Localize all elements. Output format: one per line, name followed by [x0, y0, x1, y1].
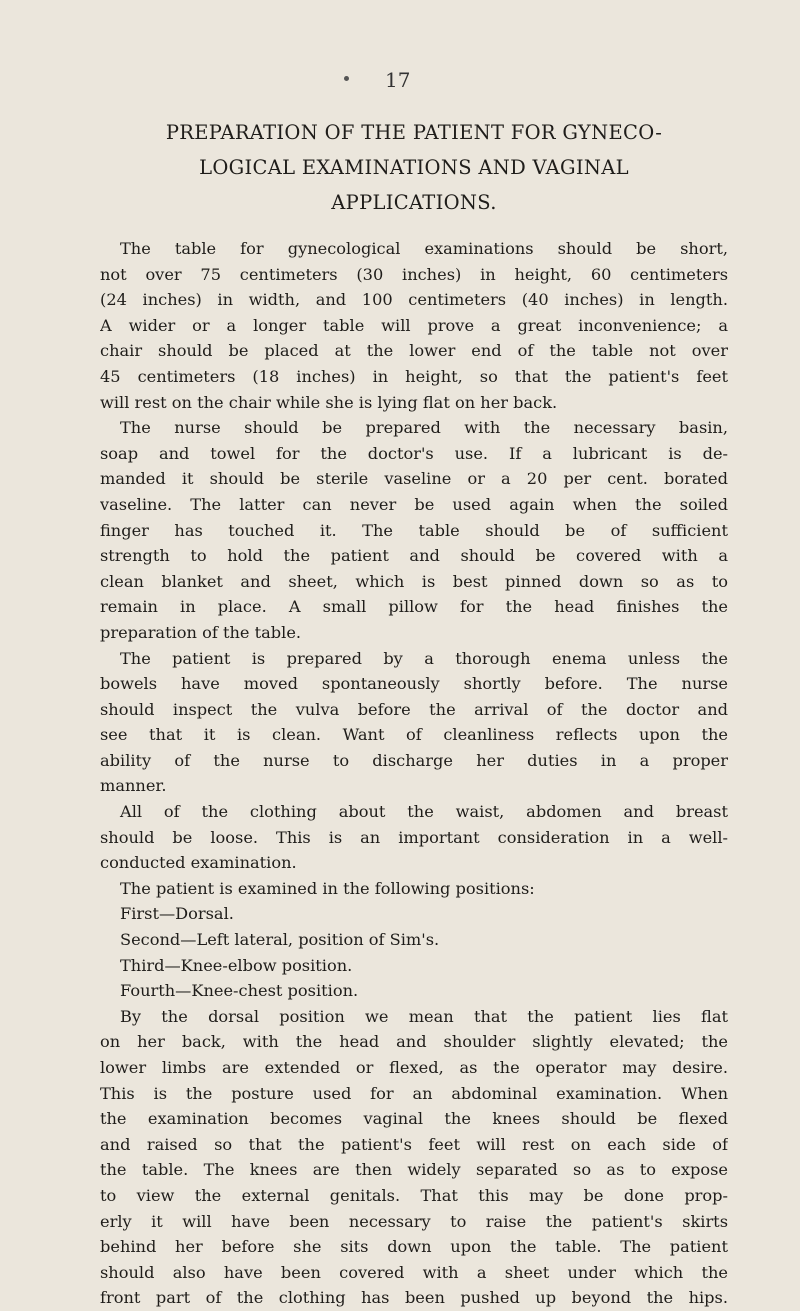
text-line: on her back, with the head and shoulder slightly elevated; the: [100, 1032, 728, 1052]
text-line: vaseline. The latter can never be used again when the soiled: [100, 494, 728, 514]
text-line: Second—Left lateral, position of Sim's.: [120, 930, 440, 950]
text-line: All of the clothing about the waist, abdomen and breast: [120, 802, 728, 822]
text-line: A wider or a longer table will prove a great inconvenience; a: [100, 315, 728, 335]
text-line: chair should be placed at the lower end of the table not over: [100, 341, 728, 361]
text-line: not over 75 centimeters (30 inches) in height, 60 centimeters: [100, 264, 728, 284]
text-line: manner.: [100, 776, 167, 796]
text-line: ability of the nurse to discharge her duties in a proper: [100, 750, 728, 770]
text-line: see that it is clean. Want of cleanliness reflects upon the: [100, 725, 728, 745]
text-line: should be loose. This is an important consideration in a well-: [100, 827, 728, 847]
text-line: soap and towel for the doctor's use. If a lubricant is de-: [100, 443, 728, 463]
text-line: to view the external genitals. That this may be done prop-: [100, 1185, 728, 1205]
text-line: The nurse should be prepared with the necessary basin,: [120, 418, 728, 438]
chapter-title: [100, 115, 728, 220]
title-line: LOGICAL EXAMINATIONS AND VAGINAL: [199, 156, 629, 179]
text-line: erly it will have been necessary to raise the patient's skirts: [100, 1211, 728, 1231]
text-line: clean blanket and sheet, which is best pinned down so as to: [100, 571, 728, 591]
text-line: the table. The knees are then widely separated so as to expose: [100, 1160, 728, 1180]
text-line: preparation of the table.: [100, 622, 302, 642]
page-number: 17: [385, 68, 411, 92]
ink-speck: [344, 76, 349, 81]
text-line: finger has touched it. The table should be of sufficient: [100, 520, 728, 540]
text-line: 45 centimeters (18 inches) in height, so that the patient's feet: [100, 366, 728, 386]
text-line: The patient is examined in the following positions:: [120, 878, 535, 898]
title-line: APPLICATIONS.: [331, 191, 497, 214]
text-line: The table for gynecological examinations should be short,: [120, 239, 728, 258]
text-line: conducted examination.: [100, 853, 297, 873]
text-line: lower limbs are extended or flexed, as the operator may desire.: [100, 1058, 728, 1077]
text-line: strength to hold the patient and should be covered with a: [100, 546, 728, 566]
text-line: This is the posture used for an abdominal examination. When: [100, 1083, 728, 1103]
text-line: The patient is prepared by a thorough enema unless the: [120, 648, 728, 668]
text-line: should also have been covered with a sheet under which the: [100, 1262, 728, 1282]
text-line: front part of the clothing has been pushed up beyond the hips.: [100, 1288, 728, 1308]
text-line: First—Dorsal.: [120, 904, 234, 924]
text-line: bowels have moved spontaneously shortly before. The nurse: [100, 674, 728, 694]
text-line: the examination becomes vaginal the knees should be flexed: [100, 1109, 728, 1129]
text-line: behind her before she sits down upon the table. The patient: [100, 1237, 728, 1257]
text-line: (24 inches) in width, and 100 centimeters (40 inches) in length.: [100, 290, 728, 310]
text-line: manded it should be sterile vaseline or a 20 per cent. borated: [100, 469, 728, 489]
text-line: By the dorsal position we mean that the patient lies flat: [120, 1006, 728, 1026]
body-text: [100, 236, 728, 1311]
text-line: Third—Knee-elbow position.: [120, 955, 353, 975]
title-line: PREPARATION OF THE PATIENT FOR GYNECO-: [165, 121, 663, 144]
text-line: Fourth—Knee-chest position.: [120, 981, 359, 1001]
text-line: and raised so that the patient's feet will rest on each side of: [100, 1134, 728, 1154]
text-line: will rest on the chair while she is lying flat on her back.: [100, 392, 558, 412]
text-line: should inspect the vulva before the arrival of the doctor and: [100, 699, 728, 719]
text-line: remain in place. A small pillow for the head finishes the: [100, 597, 728, 617]
